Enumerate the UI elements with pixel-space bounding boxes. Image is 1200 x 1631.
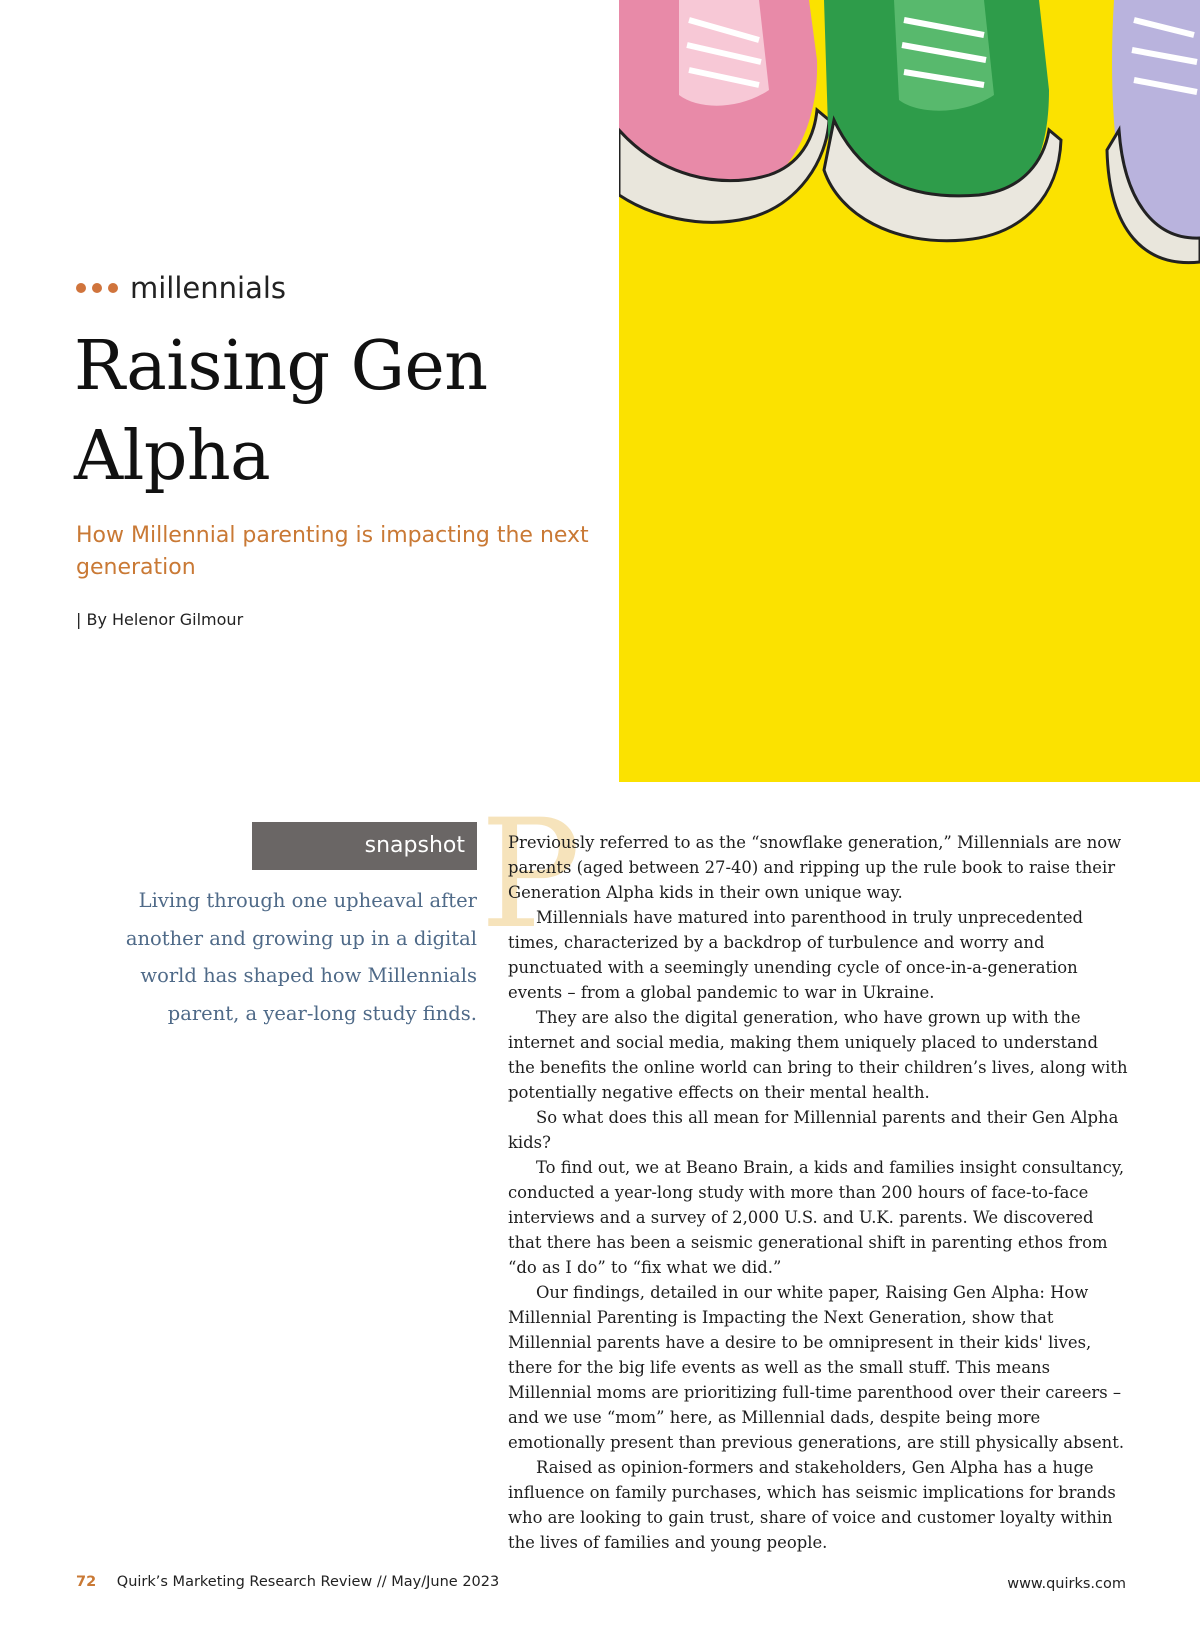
footer-website-link[interactable]: www.quirks.com bbox=[1007, 1576, 1126, 1592]
page-number: 72 bbox=[76, 1574, 97, 1590]
article-title: Raising Gen Alpha bbox=[74, 327, 488, 496]
body-paragraph: So what does this all mean for Millennial parents and their Gen Alpha kids? bbox=[508, 1108, 1119, 1152]
body-paragraph: To find out, we at Beano Brain, a kids and families insight consultancy, conducted a year-long study with more than 200 hours of face-to-face interviews and a survey of 2,000 U.S. and U.K. parents. We discovered that there has been a seismic generational shift in parenting ethos from “do as I do” to “fix what we did.” bbox=[508, 1158, 1125, 1277]
snapshot-text: Living through one upheaval after another and growing up in a digital world has shaped how Millennials parent, a year-long study finds. bbox=[125, 889, 477, 1025]
byline: | By Helenor Gilmour bbox=[76, 610, 244, 629]
body-paragraph: Our findings, detailed in our white paper, Raising Gen Alpha: How Millennial Parenting is Impacting the Next Generation, show that Millennial parents have a desire to be omnipresent in their kids' lives, there for the big life events as well as the small stuff. This means Millennial moms are prioritizing full-time parenthood over their careers – and we use “mom” here, as Millennial dads, despite being more emotionally present than previous generations, are still physically absent. bbox=[508, 1283, 1125, 1452]
sneakers-illustration bbox=[619, 0, 1200, 782]
article-body bbox=[508, 830, 1128, 1555]
publication-name: Quirk’s Marketing Research Review // May/June 2023 bbox=[116, 1574, 500, 1590]
snapshot-label: snapshot bbox=[252, 822, 477, 870]
article-subtitle: How Millennial parenting is impacting the next generation bbox=[76, 523, 589, 580]
section-header bbox=[76, 268, 286, 308]
section-label: millennials bbox=[130, 271, 287, 305]
sneakers-photo bbox=[619, 0, 1200, 782]
bullet-dots-icon bbox=[76, 283, 118, 293]
body-paragraph: Raised as opinion-formers and stakeholders, Gen Alpha has a huge influence on family purchases, which has seismic implications for brands who are looking to gain trust, share of voice and customer loyalty within the lives of families and young people. bbox=[508, 1458, 1116, 1552]
body-paragraph: Millennials have matured into parenthood in truly unprecedented times, characterized by a backdrop of turbulence and worry and punctuated with a seemingly unending cycle of once-in-a-generation events – from a global pandemic to war in Ukraine. bbox=[508, 908, 1084, 1002]
body-paragraph: They are also the digital generation, who have grown up with the internet and social media, making them uniquely placed to understand the benefits the online world can bring to their children’s lives, along with potentially negative effects on their mental health. bbox=[508, 1008, 1128, 1102]
footer-publication-info bbox=[76, 1574, 499, 1590]
drop-cap: P bbox=[480, 788, 581, 962]
body-paragraph: Previously referred to as the “snowflake generation,” Millennials are now parents (aged between 27-40) and ripping up the rule book to raise their Generation Alpha kids in their own unique way. bbox=[508, 833, 1122, 902]
